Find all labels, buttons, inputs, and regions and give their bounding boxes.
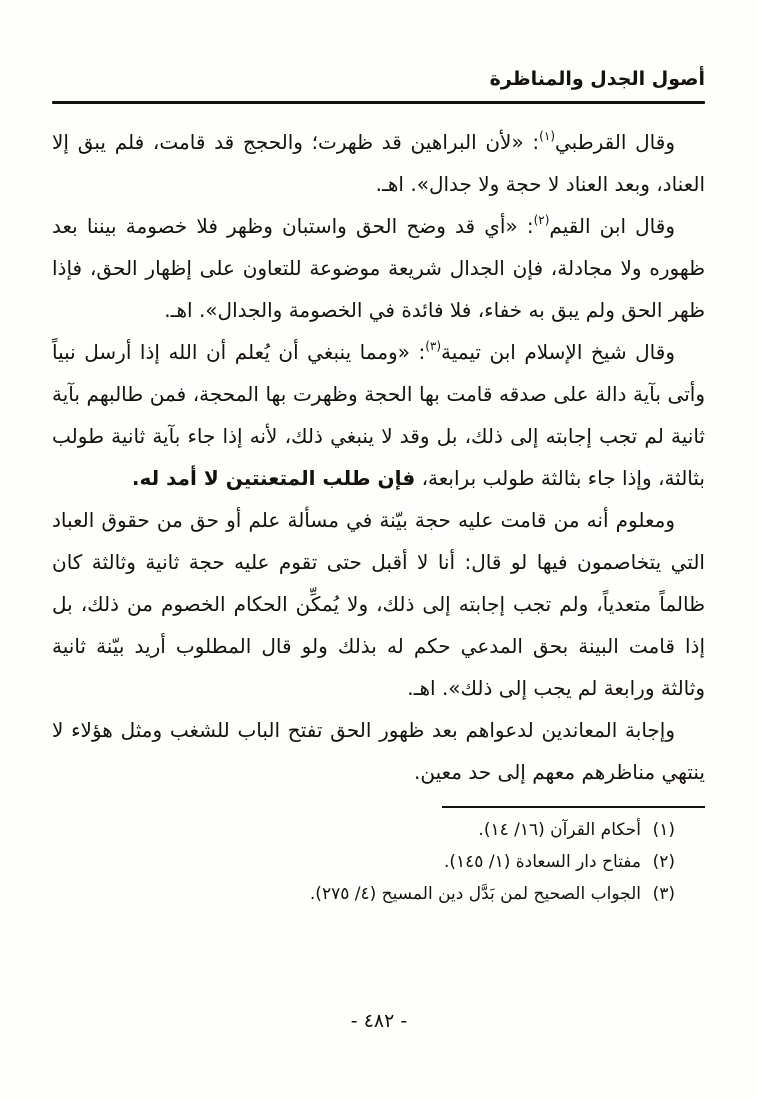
footnote-text: مفتاح دار السعادة (١/ ١٤٥). [444,852,641,872]
text-segment: : «لأن البراهين قد ظهرت؛ والحجج قد قامت، فلم يبق إلا العناد، وبعد العناد لا حجة ولا جدال». اهـ. [52,130,705,196]
body-paragraph [52,499,705,709]
footnote-text: أحكام القرآن (١٦/ ١٤). [478,820,641,840]
text-segment: وقال شيخ الإسلام ابن تيمية [441,340,675,364]
footnote-number: (٢) [652,852,675,872]
footnotes-section [52,806,705,910]
header-divider [52,101,705,104]
footnote-number: (١) [652,820,675,840]
body-paragraphs [52,121,705,793]
text-segment: : «أي قد وضح الحق واستبان وظهر فلا خصومة بيننا بعد ظهوره ولا مجادلة، فإن الجدال شريعة موضوعة للتعاون على إظهار الحق، فإذا ظهر الحق ولم يبق به خفاء، فلا فائدة في الخصومة والجدال». اهـ. [52,214,705,322]
footnote-number: (٣) [652,884,675,904]
page-header-title: أصول الجدل والمناظرة [489,68,705,90]
text-segment: وقال ابن القيم [549,214,675,238]
footnote-text: الجواب الصحيح لمن بَدَّل دين المسيح (٤/ ٢٧٥). [309,884,641,904]
body-paragraph [52,331,705,499]
text-segment: فإن طلب المتعنتين لا أمد له. [131,466,416,490]
body-paragraph [52,709,705,793]
footnote-item [52,814,675,846]
text-segment: : «ومما ينبغي أن يُعلم أن الله إذا أرسل نبياً وأتى بآية دالة على صدقه قامت بها الحجة وظهرت بها المحجة، فمن طالبهم بآية ثانية لم تجب إجابته إلى ذلك، بل وقد لا ينبغي ذلك، لأنه إذا جاء بآية ثانية طولب بثالثة، وإذا جاء بثالثة طولب برابعة، [52,340,705,490]
footnote-marker: (١) [539,129,555,143]
footnotes-list [52,814,705,910]
footnote-item [52,846,675,878]
body-paragraph [52,205,705,331]
body-paragraph [52,121,705,205]
footnote-marker: (٢) [533,213,550,227]
footnote-marker: (٣) [425,339,442,353]
footnote-divider [442,806,705,808]
text-segment: وقال القرطبي [555,130,675,154]
page-number: - ٤٨٢ - [350,1010,408,1032]
text-segment: وإجابة المعاندين لدعواهم بعد ظهور الحق تفتح الباب للشغب ومثل هؤلاء لا ينتهي مناظرهم معهم إلى حد معين. [52,718,705,784]
text-segment: ومعلوم أنه من قامت عليه حجة بيّنة في مسألة علم أو حق من حقوق العباد التي يتخاصمون فيها لو قال: أنا لا أقبل حتى تقوم عليه حجة ثانية وثالثة كان ظالماً متعدياً، ولم تجب إجابته إلى ذلك، ولا يُمكِّن الحكام الخصوم من ذلك، بل إذا قامت البينة بحق المدعي حكم له بذلك ولو قال المطلوب أريد بيّنة ثانية وثالثة ورابعة لم يجب إلى ذلك». اهـ. [52,508,705,700]
footnote-item [52,878,675,910]
